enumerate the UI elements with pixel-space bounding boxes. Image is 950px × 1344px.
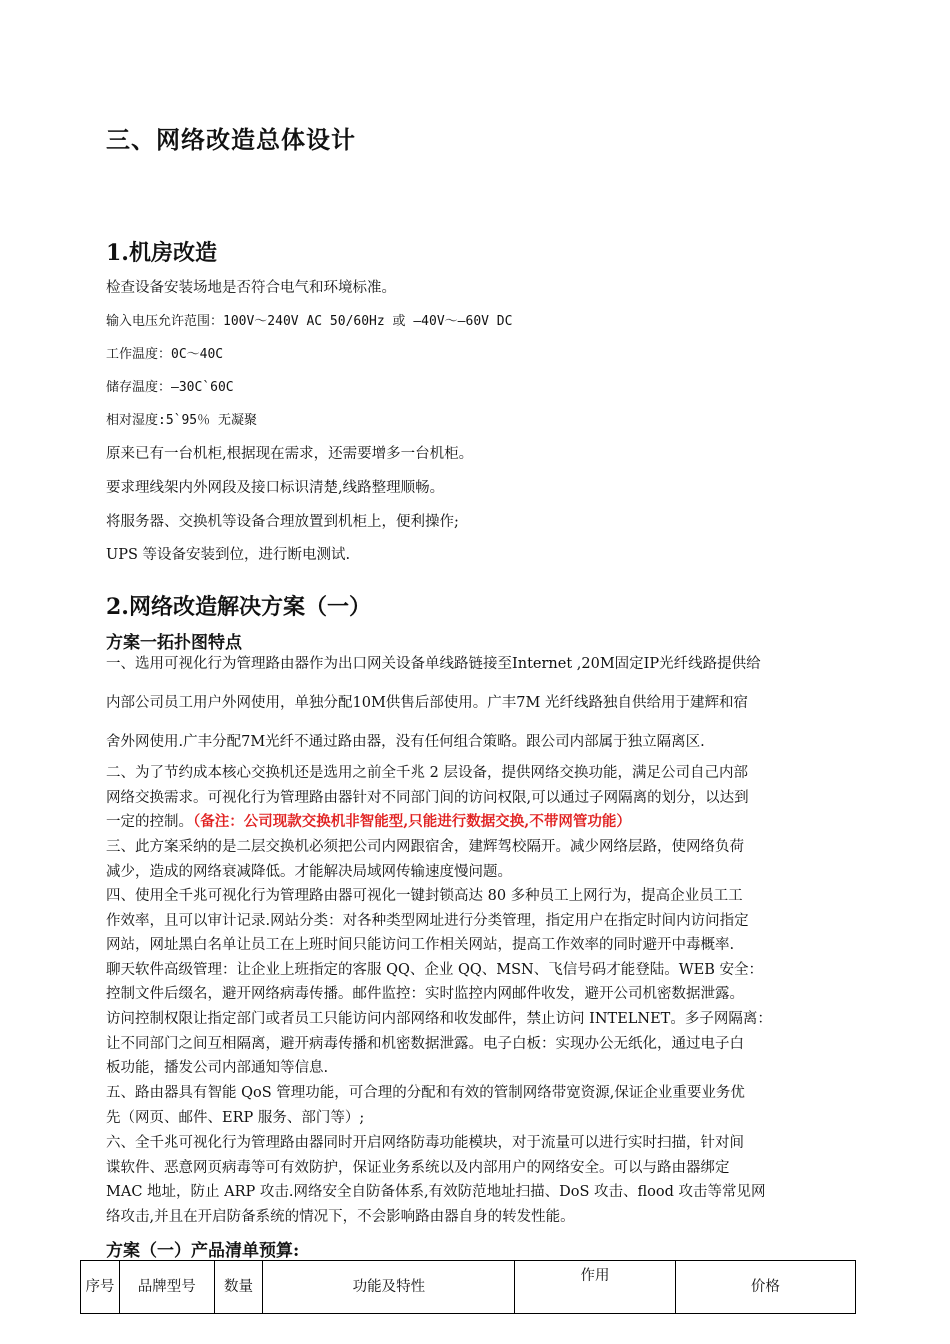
paragraph-6-line: 络攻击,并且在开启防备系统的情况下，不会影响路由器自身的转发性能。: [106, 1208, 575, 1225]
room-line-humidity: 相对湿度:5`95％ 无凝聚: [106, 413, 257, 428]
paragraph-6-line: 谍软件、恶意网页病毒等可有效防护，保证业务系统以及内部用户的网络安全。可以与路由器绑定: [106, 1159, 730, 1176]
header-features: 功能及特性: [263, 1261, 515, 1314]
room-line-voltage: 输入电压允许范围：100V～240V AC 50/60Hz 或 –40V～—60V DC: [106, 314, 513, 329]
header-purpose: 作用: [515, 1261, 675, 1314]
paragraph-4-line: 网站，网址黑白名单让员工在上班时间只能访问工作相关网站，提高工作效率的同时避开中毒概率.: [106, 937, 735, 954]
paragraph-4-line: 访问控制权限让指定部门或者员工只能访问内部网络和收发邮件，禁止访问 INTELNET。多子网隔离：: [106, 1010, 772, 1027]
paragraph-4-line: 板功能，播发公司内部通知等信息.: [106, 1060, 329, 1077]
paragraph-6-line: 六、全千兆可视化行为管理路由器同时开启网络防毒功能模块，对于流量可以进行实时扫描，针对间: [106, 1135, 744, 1151]
paragraph-6: [106, 1131, 848, 1229]
paragraph-6-line: MAC 地址，防止 ARP 攻击.网络安全自防备体系,有效防范地址扫描、DoS 攻击、flood 攻击等常见网: [106, 1184, 766, 1201]
paragraph-3: [106, 835, 848, 884]
paragraph-4-line: 聊天软件高级管理：让企业上班指定的客服 QQ、企业 QQ、MSN、飞信号码才能登陆。WEB 安全：: [106, 961, 763, 978]
topology-heading: 方案一拓扑图特点: [106, 633, 242, 653]
header-qty: 数量: [214, 1261, 263, 1314]
room-line-storage-temp: 储存温度：—30C`60C: [106, 380, 234, 395]
paragraph-1: [106, 654, 848, 752]
room-line-cabinet: 原来已有一台机柜,根据现在需求，还需要增多一台机柜。: [106, 446, 474, 462]
section-title: 三、网络改造总体设计: [106, 125, 356, 154]
paragraph-1-line: 舍外网使用.广丰分配7M光纤不通过路由器，没有任何组合策略。跟公司内部属于独立隔离区.: [106, 734, 705, 750]
paragraph-2-last-line: [106, 810, 848, 835]
paragraph-4-line: 作效率，且可以审计记录.网站分类：对各种类型网址进行分类管理，指定用户在指定时间内访问指定: [106, 912, 749, 929]
paragraph-1-line: 一、选用可视化行为管理路由器作为出口网关设备单线路链接至Internet ,20M固定IP光纤线路提供给: [106, 656, 761, 672]
room-line-placement: 将服务器、交换机等设备合理放置到机柜上，便利操作;: [106, 514, 459, 530]
room-line-work-temp: 工作温度：0C～40C: [106, 347, 224, 362]
paragraph-4: [106, 884, 848, 1081]
budget-heading: 方案（一）产品清单预算:: [106, 1241, 300, 1261]
plan-heading: 2.网络改造解决方案（一）: [106, 594, 371, 620]
table-header-row: [81, 1261, 856, 1314]
room-line-ups: UPS 等设备安装到位，进行断电测试.: [106, 547, 351, 563]
paragraph-2-line: 网络交换需求。可视化行为管理路由器针对不同部门间的访问权限,可以通过子网隔离的划分，以达到: [106, 789, 749, 806]
paragraph-2-last-text: 一定的控制。: [106, 814, 193, 831]
paragraph-5-line: 先（网页、邮件、ERP 服务、部门等）;: [106, 1109, 365, 1126]
paragraph-5: [106, 1081, 848, 1130]
header-price: 价格: [675, 1261, 855, 1314]
room-heading: 1.机房改造: [106, 240, 217, 266]
switch-note: （备注：公司现款交换机非智能型,只能进行数据交换,不带网管功能）: [193, 813, 631, 831]
paragraph-5-line: 五、路由器具有智能 QoS 管理功能，可合理的分配和有效的管制网络带宽资源,保证企业重要业务优: [106, 1085, 745, 1101]
paragraph-4-line: 控制文件后缀名，避开网络病毒传播。邮件监控：实时监控内网邮件收发，避开公司机密数据泄露。: [106, 986, 744, 1003]
paragraph-2-line: 二、为了节约成本核心交换机还是选用之前全千兆 2 层设备，提供网络交换功能，满足公司自己内部: [106, 765, 748, 781]
paragraph-3-line: 减少，造成的网络衰减降低。才能解决局域网传输速度慢问题。: [106, 863, 512, 880]
budget-table: [80, 1260, 856, 1314]
paragraph-4-line: 四、使用全千兆可视化行为管理路由器可视化一键封锁高达 80 多种员工上网行为，提高企业员工工: [106, 888, 743, 904]
paragraph-2: [106, 761, 848, 835]
paragraph-1-line: 内部公司员工用户外网使用，单独分配10M供售后部使用。广丰7M 光纤线路独自供给用于建辉和宿: [106, 695, 748, 711]
paragraph-4-line: 让不同部门之间互相隔离，避开病毒传播和机密数据泄露。电子白板：实现办公无纸化，通过电子白: [106, 1035, 744, 1052]
header-brand: 品牌型号: [119, 1261, 214, 1314]
room-line-cabling: 要求理线架内外网段及接口标识清楚,线路整理顺畅。: [106, 480, 445, 496]
header-seq: 序号: [81, 1261, 120, 1314]
room-line-1: 检查设备安装场地是否符合电气和环境标准。: [106, 280, 396, 296]
paragraph-3-line: 三、此方案采纳的是二层交换机必须把公司内网跟宿舍，建辉驾校隔开。减少网络层路，使网络负荷: [106, 839, 744, 855]
